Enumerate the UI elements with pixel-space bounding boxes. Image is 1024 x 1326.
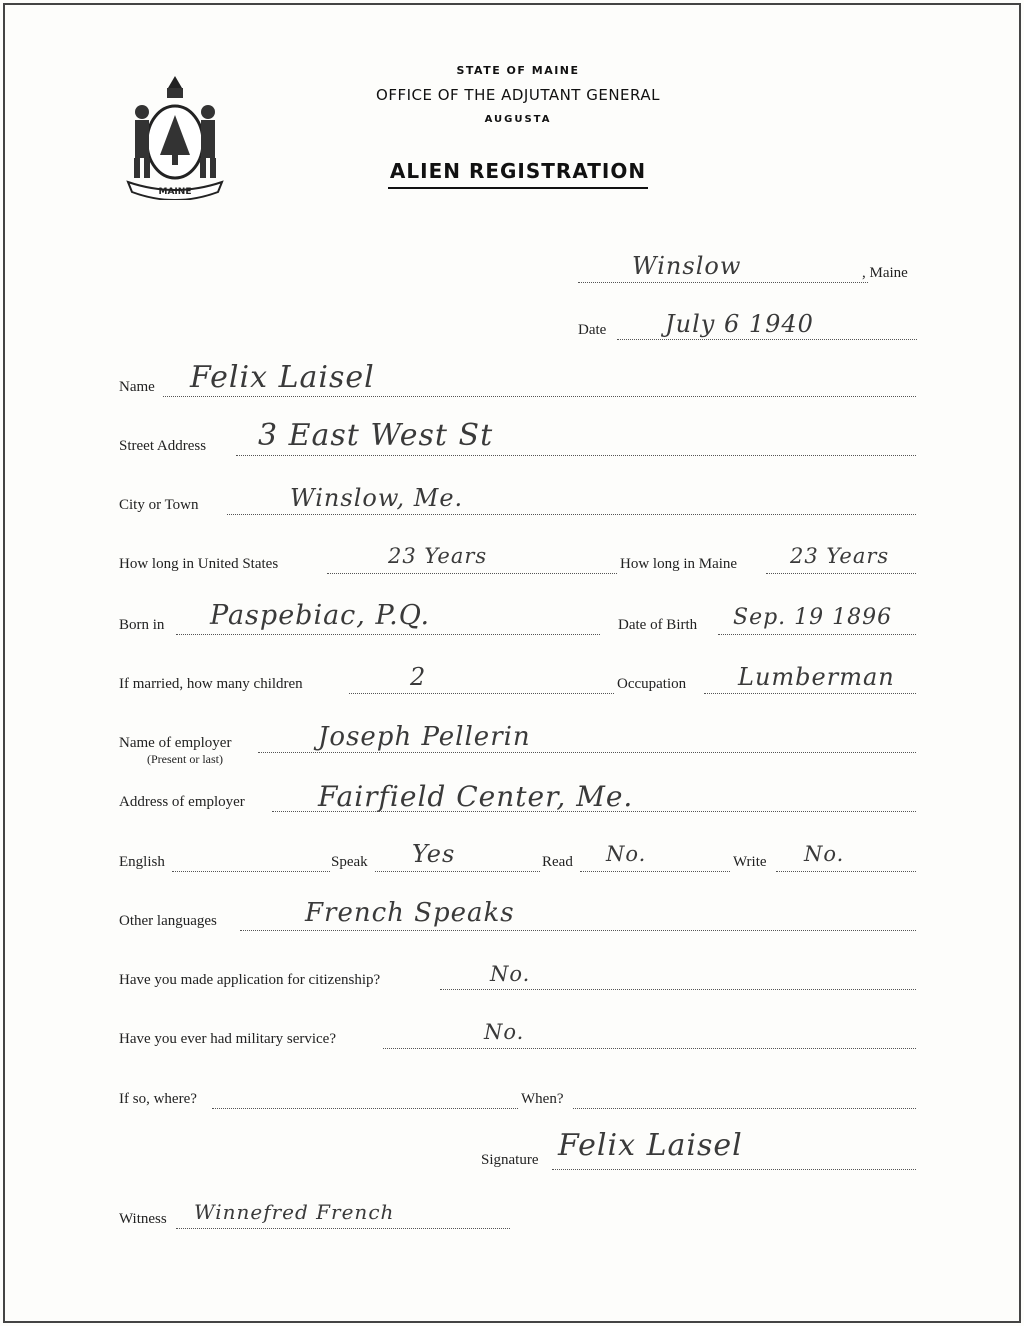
speak-line	[375, 871, 540, 872]
military-line	[383, 1048, 916, 1049]
speak-label: Speak	[331, 854, 368, 870]
write-value[interactable]: No.	[804, 842, 845, 866]
read-value[interactable]: No.	[606, 842, 647, 866]
date-label: Date	[578, 322, 607, 338]
occupation-value[interactable]: Lumberman	[738, 663, 895, 691]
date-line	[617, 339, 917, 340]
citizenship-value[interactable]: No.	[490, 962, 531, 986]
speak-value[interactable]: Yes	[412, 840, 456, 868]
street-line	[236, 455, 916, 456]
maine-duration-line	[766, 573, 916, 574]
citizenship-label: Have you made application for citizenship?	[119, 972, 381, 988]
where-label: If so, where?	[119, 1091, 197, 1107]
name-line	[163, 396, 916, 397]
read-line	[580, 871, 730, 872]
maine-duration-value[interactable]: 23 Years	[790, 544, 890, 568]
occupation-label: Occupation	[617, 676, 687, 692]
employer-line	[258, 752, 916, 753]
other-languages-label: Other languages	[119, 913, 217, 929]
where-line	[212, 1108, 518, 1109]
witness-label: Witness	[119, 1211, 167, 1227]
signature-line	[552, 1169, 916, 1170]
seal-banner-text: MAINE	[158, 187, 192, 197]
signature-label: Signature	[481, 1152, 539, 1168]
children-value[interactable]: 2	[410, 663, 427, 691]
citizenship-line	[440, 989, 916, 990]
us-duration-value[interactable]: 23 Years	[388, 544, 488, 568]
military-value[interactable]: No.	[484, 1020, 525, 1044]
witness-line	[176, 1228, 510, 1229]
maine-label: , Maine	[862, 265, 908, 281]
employer-note: (Present or last)	[147, 752, 223, 766]
military-label: Have you ever had military service?	[119, 1031, 336, 1047]
employer-address-label: Address of employer	[119, 794, 245, 810]
form-title-text: ALIEN REGISTRATION	[388, 159, 648, 189]
dob-label: Date of Birth	[618, 617, 698, 633]
when-label: When?	[521, 1091, 564, 1107]
when-line	[573, 1108, 916, 1109]
other-languages-line	[240, 930, 916, 931]
children-line	[349, 693, 614, 694]
maine-duration-label: How long in Maine	[620, 556, 738, 572]
english-line	[172, 871, 330, 872]
place-line	[578, 282, 868, 283]
signature-value[interactable]: Felix Laisel	[558, 1128, 743, 1163]
place-value[interactable]: Winslow	[632, 252, 742, 280]
city-line	[227, 514, 916, 515]
write-label: Write	[733, 854, 767, 870]
date-value[interactable]: July 6 1940	[665, 310, 814, 338]
header-state: STATE OF MAINE	[456, 64, 580, 77]
name-value[interactable]: Felix Laisel	[190, 360, 375, 395]
children-label: If married, how many children	[119, 676, 303, 692]
born-in-label: Born in	[119, 617, 165, 633]
employer-label: Name of employer	[119, 735, 232, 751]
city-value[interactable]: Winslow, Me.	[290, 484, 464, 512]
employer-value[interactable]: Joseph Pellerin	[318, 722, 531, 752]
header-city: AUGUSTA	[484, 114, 552, 125]
dob-value[interactable]: Sep. 19 1896	[733, 605, 893, 630]
occupation-line	[704, 693, 916, 694]
other-languages-value[interactable]: French Speaks	[305, 898, 515, 928]
witness-value[interactable]: Winnefred French	[194, 1200, 395, 1224]
street-value[interactable]: 3 East West St	[258, 418, 494, 453]
us-duration-line	[327, 573, 617, 574]
read-label: Read	[542, 854, 573, 870]
street-label: Street Address	[119, 438, 207, 454]
name-label: Name	[119, 379, 155, 395]
write-line	[776, 871, 916, 872]
header-office: OFFICE OF THE ADJUTANT GENERAL	[376, 86, 660, 104]
english-label: English	[119, 854, 165, 870]
born-in-value[interactable]: Paspebiac, P.Q.	[210, 600, 431, 631]
city-label: City or Town	[119, 497, 199, 513]
form-title	[0, 159, 1024, 183]
dob-line	[718, 634, 916, 635]
employer-address-value[interactable]: Fairfield Center, Me.	[318, 780, 634, 813]
us-duration-label: How long in United States	[119, 556, 279, 572]
born-in-line	[176, 634, 600, 635]
